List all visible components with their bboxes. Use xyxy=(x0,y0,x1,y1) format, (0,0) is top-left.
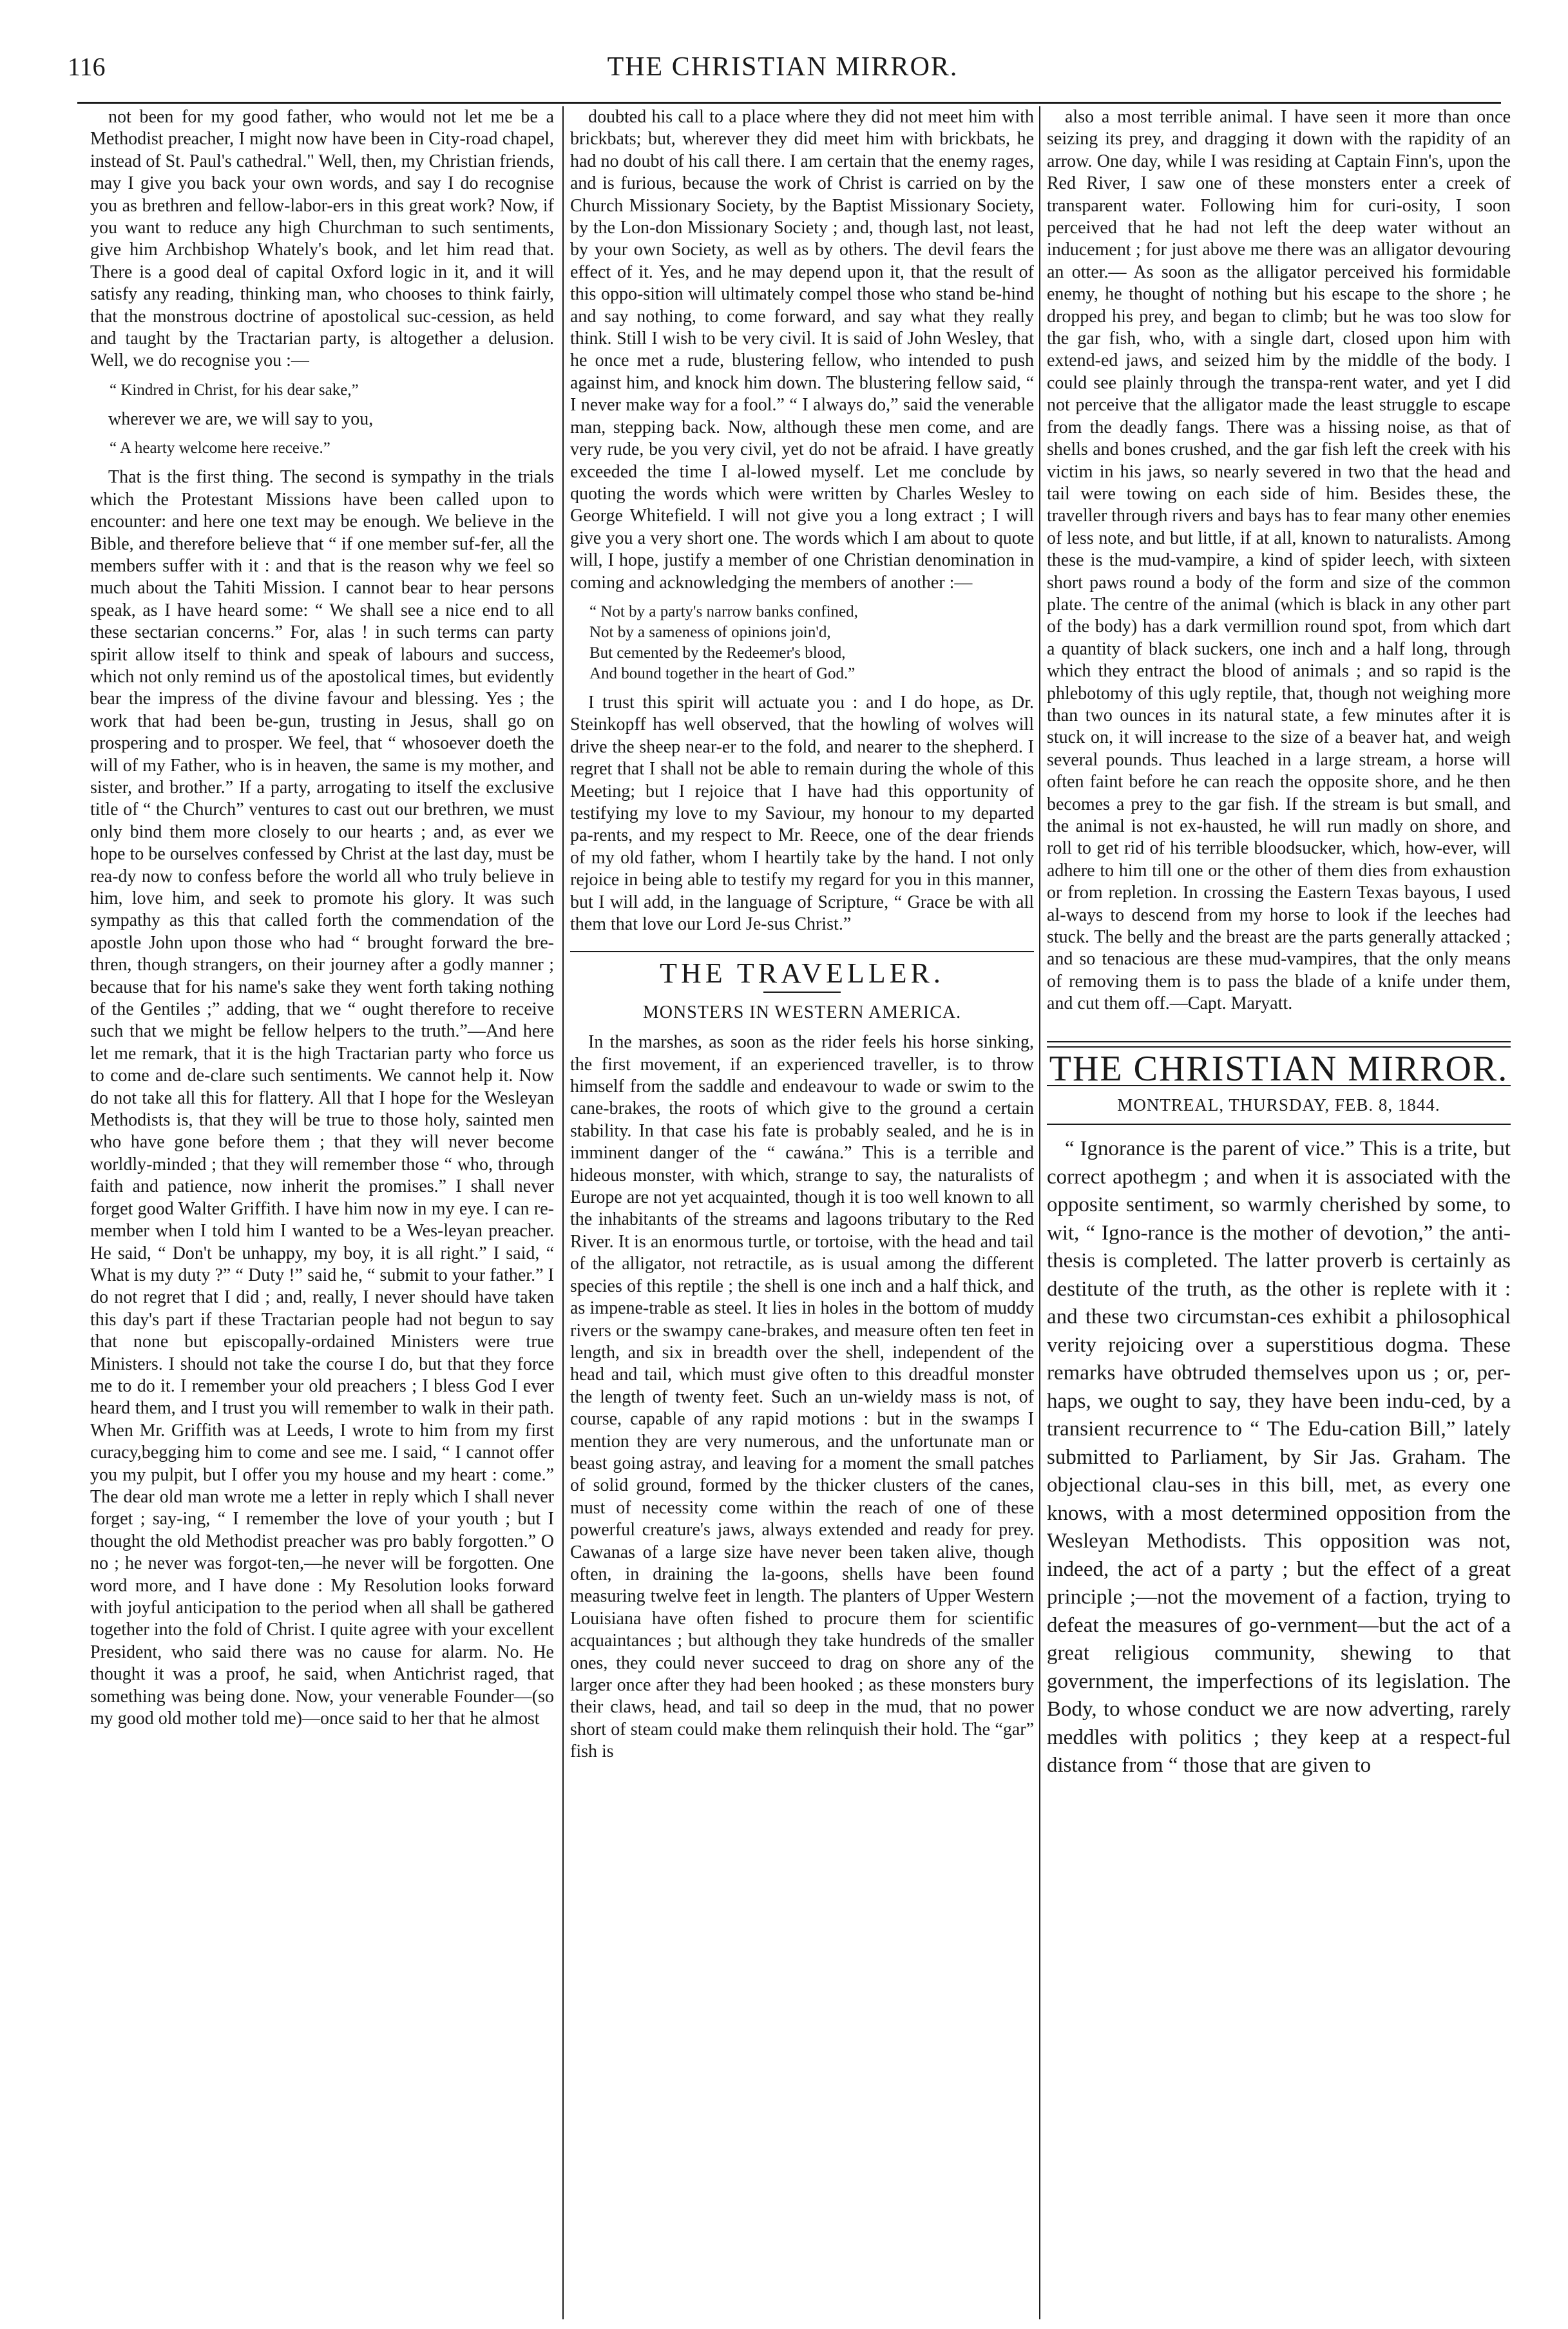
column-middle xyxy=(570,106,1034,2323)
article-title: MONSTERS IN WESTERN AMERICA. xyxy=(642,1002,962,1022)
masthead-title: THE CHRISTIAN MIRROR. xyxy=(1049,1048,1509,1089)
speech-paragraph: I trust this spirit will actuate you : and I do hope, as Dr. Steinkopff has well observed, that the howling of wolves will drive the sheep near-er to the fold, and nearer to the shepherd. I regret that I shall not be able to remain during the whole of this Meeting; but I rejoice that I have had this opportunity of testifying my love to my Saviour, my honour to my departed pa-rents, and my respect to Mr. Reece, one of the dear friends of my old father, whom I heartily take by the hand. I not only rejoice in being able to testify my regard for you in this manner, but I will add, in the language of Scripture, “ Grace be with all them that love our Lord Je-sus Christ.” xyxy=(570,692,1034,934)
article-paragraph: also a most terrible animal. I have seen it more than once seizing its prey, and dragging it down with the rapidity of an arrow. One day, while I was residing at Captain Finn's, upon the Red River, I saw one of these monsters enter a creek of transparent water. Following him for curi-osity, I soon perceived that he had not left the deep water without an inducement ; for just above me there was an alligator devouring an otter.— As soon as the alligator perceived his formidable enemy, he thought of nothing but his escape to the shore ; he dropped his prey, and began to climb; but he was too slow for the gar fish, who, with a single dart, closed upon him with extend-ed jaws, and seized him by the middle of the body. I could see plainly through the transpa-rent water, and yet I did not perceive that the alligator made the least struggle to escape from the deadly fangs. There was a hissing noise, as that of shells and bones crushed, and the gar fish left the creek with his victim in his jaws, so nearly severed in two that the head and tail were towing on each side of him. Besides these, the traveller through rivers and bays has to fear many other enemies of less note, and but little, if at all, known to naturalists. Among these is the mud-vampire, a kind of spider leech, with sixteen short paws round a body of the form and size of the common plate. The centre of the animal (which is black in any other part of the body) has a dark vermillion round spot, from which dart a quantity of black suckers, one inch and a half long, through which they entract the blood of animals ; and so rapid is the phlebotomy of this ugly reptile, that, though not weighing more than two ounces in its natural state, a few minutes after it is stuck on, it will increase to the size of a beaver hat, and weigh several pounds. Thus leached in a large stream, a horse will often faint before he can reach the opposite shore, and he then becomes a prey to the gar fish. If the stream is but small, and the animal is not ex-hausted, he will run madly on shore, and roll to get rid of his terrible bloodsucker, which, how-ever, will adhere to him till one or the other of them dies from exhaustion or from repletion. In crossing the Eastern Texas bayous, I used al-ways to descend from my horse to look if the leeches had stuck. The belly and the breast are the parts generally attacked ; and so tenacious are these mud-vampires, that the only means of removing them is to pass the blade of a knife under them, and cut them off.—Capt. Maryatt. xyxy=(1047,107,1511,1014)
article-paragraph: In the marshes, as soon as the rider feels his horse sinking, the first movement, if an experienced traveller, is to throw himself from the saddle and endeavour to wade or swim to the cane-brakes, the roots of which give to the ground a certain stability. In that case his fate is probably sealed, and he is in imminent danger of the “ cawána.” This is a terrible and hideous monster, with which, strange to say, the naturalists of Europe are not yet acquainted, though it is too well known to all the inhabitants of the streams and lagoons tributary to the Red River. It is an enormous turtle, or tortoise, with the head and tail of the alligator, not retractile, as is usual among the different species of this reptile ; the shell is one inch and a half thick, and as impene-trable as steel. It lies in holes in the bottom of muddy rivers or the swampy cane-brakes, and measure often ten feet in length, and six in breadth over the shell, independent of the head and tail, which must give often to this dreadful monster the length of twenty feet. Such an un-wieldy mass is not, of course, capable of any rapid motions : but in the swamps I mention they are very numerous, and the unfortunate man or beast going astray, and leaving for a moment the small patches of solid ground, formed by the thicker clusters of the canes, must of necessity come within the reach of one of these powerful creature's jaws, always extended and ready for prey. Cawanas of a large size have never been taken alive, though often, in draining the la-goons, shells have been found measuring twelve feet in length. The planters of Upper Western Louisiana have often fished to procure them for scientific acquaintances ; but although they take hundreds of the smaller ones, they could never succeed to drag on shore any of the larger once after they had been hooked ; as these monsters bury their claws, head, and tail so deep in the mud, that no power short of steam could make them relinquish their hold. The “gar” fish is xyxy=(570,1032,1034,1762)
section-title: THE TRAVELLER. xyxy=(660,957,944,990)
speech-paragraph: doubted his call to a place where they did not meet him with brickbats; but, wherever they did meet him with brickbats, he had no doubt of his call there. I am certain that the enemy rages, and is furious, because the work of Christ is carried on by the Church Missionary Society, by the Baptist Missionary Society, by the Lon-don Missionary Society ; and, though last, not least, by your own Society, as well as by others. The devil fears the effect of it. Yes, and he may depend upon it, that the result of this oppo-sition will ultimately compel those who stand be-hind and say nothing, to come forward, and say what they really think. Still I wish to be very civil. It is said of John Wesley, that he once met a rude, blustering fellow, who intended to push against him, and knock him down. The blustering fellow said, “ I never make way for a fool.” “ I always do,” said the venerable man, stepping back. Now, although these men come, and are very rude, be you very civil, yet do not be afraid. I have greatly exceeded the time I al-lowed myself. Let me conclude by quoting the words which were written by Charles Wesley to George Whitefield. I will not give you a long extract ; I will give you a very short one. The words which I am about to quote will, I hope, justify a member of one Christian denomination in coming and acknowledging the members of another :— xyxy=(570,107,1034,593)
speech-paragraph: That is the first thing. The second is sympathy in the trials which the Protestant Missions have been called upon to encounter: and here one text may be enough. We believe in the Bible, and therefore believe that “ if one member suf-fer, all the members suffer with it : and that is the reason why we feel so much about the Tahiti Mission. I cannot bear to hear persons speak, as I have heard some: “ We shall see a nice end to all these sectarian concerns.” For, alas ! in such terms can party spirit allow itself to think and speak of labours and success, which not only remind us of the apostolical times, but evidently bear the impress of the divine favour and blessing. Yes ; the work that had been be-gun, trusting in Jesus, shall go on prospering and to prosper. We feel, that “ whosoever doeth the will of my Father, who is in heaven, the same is my mother, and sister, and brother.” If a party, arrogating to itself the exclusive title of “ the Church” ventures to cast out our brethren, we must only bind them more closely to our hearts ; and, as ever we hope to be ourselves confessed by Christ at the last day, must be rea-dy now to confess before the world all who truly believe in him, love him, and seek to promote his glory. It was such sympathy as this that called forth the commendation of the apostle John upon those who had “ brought forward the bre-thren, though strangers, on their journey after a godly manner ; because that for his name's sake they went forth taking nothing of the Gentiles ;” adding, that we “ ought therefore to receive such that we might be fellow helpers to the truth.”—And here let me remark, that it is the high Tractarian party who force us to come and de-clare such sentiments. We cannot help it. Now do not take all this for flattery. All that I hope for the Wesleyan Methodists is, that they will be true to those holy, sainted men who have gone before them ; that they will never become worldly-minded ; that they will remember those “ who, through faith and patience, now inherit the promises.” I shall never forget good Walter Griffith. I have him now in my eye. I can re-member when I told him I wanted to be a Wes-leyan preacher. He said, “ Don't be unhappy, my boy, it is all right.” I said, “ What is my duty ?” “ Duty !” said he, “ submit to your father.” I do not regret that I did ; and, really, I never should have taken this day's part if these Tractarian people had not begun to say that none but episcopally-ordained Ministers were true Ministers. I should not take the course I do, but that they force me to do it. I remember your old preachers ; I bless God I ever heard them, and I trust you will remember to walk in their path. When Mr. Griffith was at Leeds, I wrote to him from my first curacy,begging him to come and see me. I said, “ I cannot offer you my pulpit, but I offer you my house and my heart : come.” The dear old man wrote me a letter in reply which I shall never forget ; say-ing, “ I remember the love of your youth ; but I thought the old Methodist preacher was pro bably forgotten.” O no ; he never was forgot-ten,—he never will be forgotten. One word more, and I have done : My Resolution looks forward with joyful anticipation to the period when all shall be gathered together into the fold of Christ. I quite agree with your excellent President, who said there was no cause for alarm. No. He thought it was a proof, he said, when Antichrist raged, that something was being done. Now, your venerable Founder—(so my good old mother told me)—once said to her that he almost xyxy=(90,467,554,1729)
section-divider xyxy=(1047,1041,1511,1048)
verse-line: But cemented by the Redeemer's blood, xyxy=(589,644,846,662)
page-number: 116 xyxy=(68,52,106,81)
page-header xyxy=(68,52,1498,103)
speech-paragraph: wherever we are, we will say to you, xyxy=(108,408,374,429)
verse-quote: “ A hearty welcome here receive.” xyxy=(110,439,330,457)
editorial-paragraph: “ Ignorance is the parent of vice.” This is a trite, but correct apothegm ; and when it is associated with the opposite sentiment, so warmly cherished by some, to wit, “ Igno-rance is the mother of devotion,” the anti-thesis is completed. The latter proverb is certainly as destitute of the truth, as the other is replete with it : and these two circumstan-ces exhibit a philosophical verity rejoicing over a superstitious dogma. These remarks have obtruded themselves upon us ; or, per-haps, we ought to say, they have been indu-ced, by a transient recurrence to “ The Edu-cation Bill,” lately submitted to Parliament, by Sir Jas. Graham. The objectional clau-ses in this bill, met, as every one knows, with a most determined opposition from the Wesleyan Methodists. This opposition was not, indeed, the act of a party ; but the effect of a great principle ;—not the movement of a faction, trying to defeat the measures of go-vernment—but the act of a great religious community, shewing to that government, the imperfections of its legislation. The Body, to whose conduct we are now adverting, rarely meddles with politics ; they keep at a respect-ful distance from “ those that are given to xyxy=(1047,1137,1511,1778)
column-right xyxy=(1047,106,1511,2323)
column-divider xyxy=(562,106,564,2319)
running-title: THE CHRISTIAN MIRROR. xyxy=(607,52,959,82)
verse-line: “ Not by a party's narrow banks confined, xyxy=(589,602,858,620)
speech-paragraph: not been for my good father, who would not let me be a Methodist preacher, I might now have been in City-road chapel, instead of St. Paul's cathedral." Well, then, my Christian friends, may I give you back your own words, and say I do recognise you as brethren and fellow-labor-ers in this great work? Now, if you want to reduce any high Churchman to such sentiments, give him Archbishop Whately's book, and let him read that. There is a good deal of capital Oxford logic in it, and it will satisfy any reading, thinking man, who chooses to think fairly, that the monstrous doctrine of apostolical suc-cession, as held and taught by the Tractarian party, is altogether a delusion. Well, we do recognise you :— xyxy=(90,107,554,371)
header-rule xyxy=(77,102,1501,104)
section-divider xyxy=(570,951,1034,952)
column-divider xyxy=(1039,106,1040,2319)
verse-quote: “ Kindred in Christ, for his dear sake,” xyxy=(110,381,359,399)
verse-line: And bound together in the heart of God.” xyxy=(589,664,856,682)
title-rule xyxy=(763,992,841,993)
dateline: MONTREAL, THURSDAY, FEB. 8, 1844. xyxy=(1047,1085,1511,1125)
hymn-verse xyxy=(589,602,1034,684)
verse-line: Not by a sameness of opinions join'd, xyxy=(589,623,831,641)
column-left xyxy=(90,106,554,2329)
